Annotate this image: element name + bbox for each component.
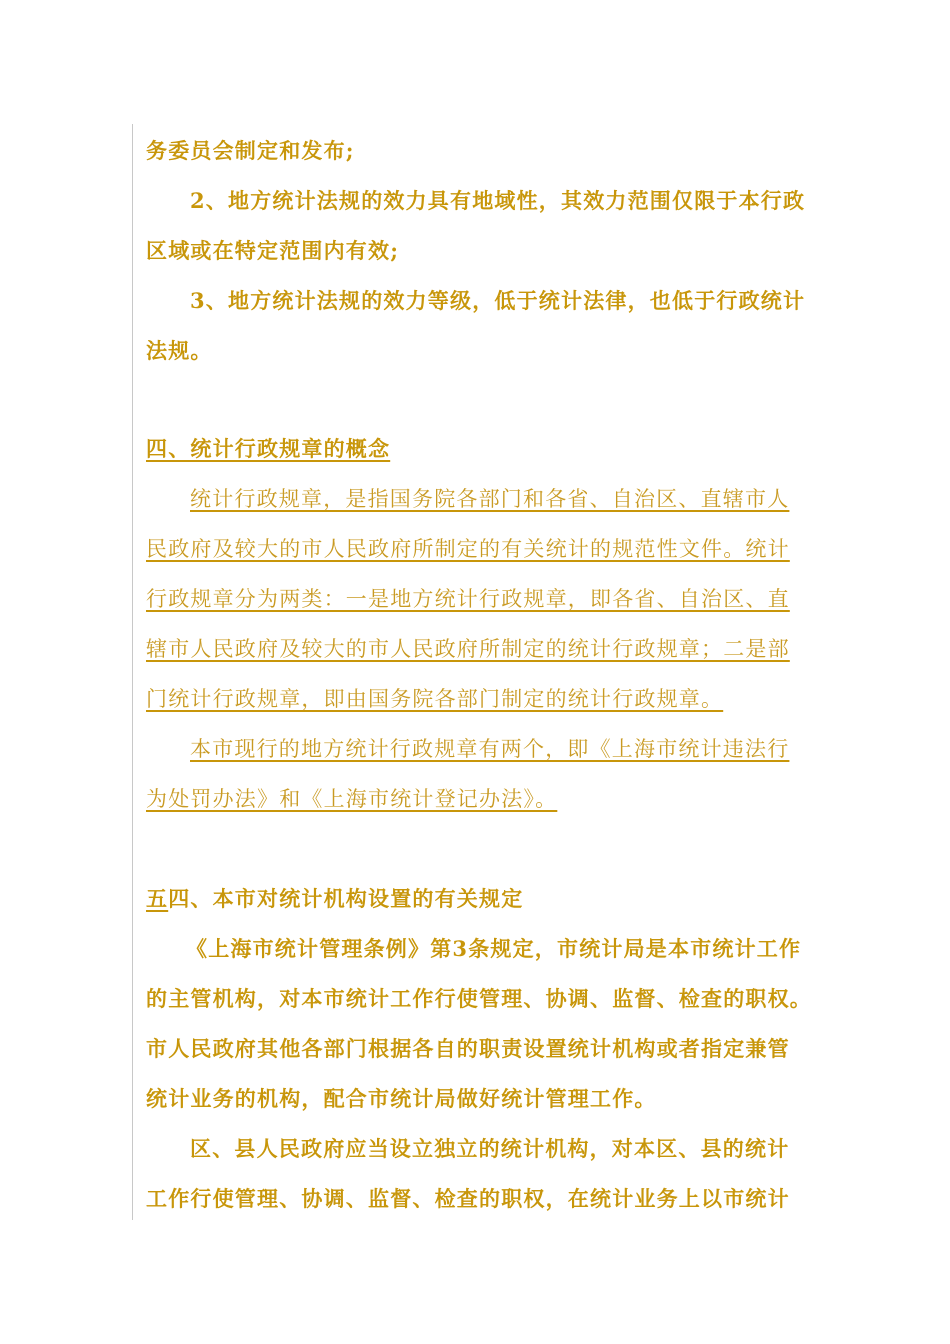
inserted-text-line: 门统计行政规章，即由国务院各部门制定的统计行政规章。 <box>146 687 724 711</box>
text-line: 务委员会制定和发布; <box>146 138 355 163</box>
margin-rule <box>132 124 133 1220</box>
inserted-text-line: 行政规章分为两类：一是地方统计行政规章，即各省、自治区、直 <box>146 587 790 611</box>
text-line: 法规。 <box>146 338 213 363</box>
text-line: 《上海市统计管理条例》第3条规定，市统计局是本市统计工作 <box>186 936 802 961</box>
heading-text: 四、本市对统计机构设置的有关规定 <box>168 886 524 911</box>
inserted-text-line: 本市现行的地方统计行政规章有两个，即《上海市统计违法行 <box>190 737 790 761</box>
text-line: 2、地方统计法规的效力具有地域性，其效力范围仅限于本行政 <box>190 188 806 213</box>
section-heading <box>146 884 523 914</box>
text-line: 市人民政府其他各部门根据各自的职责设置统计机构或者指定兼管 <box>146 1036 790 1061</box>
text-line: 3、地方统计法规的效力等级，低于统计法律，也低于行政统计 <box>190 288 806 313</box>
text-line: 区域或在特定范围内有效; <box>146 238 400 263</box>
inserted-heading-number: 五 <box>146 886 169 911</box>
text-line: 的主管机构，对本市统计工作行使管理、协调、监督、检查的职权。 <box>146 986 812 1011</box>
inserted-text-line: 统计行政规章，是指国务院各部门和各省、自治区、直辖市人 <box>190 487 790 511</box>
section-heading: 四、统计行政规章的概念 <box>146 436 391 461</box>
text-line: 工作行使管理、协调、监督、检查的职权，在统计业务上以市统计 <box>146 1186 790 1211</box>
text-line: 区、县人民政府应当设立独立的统计机构，对本区、县的统计 <box>190 1136 790 1161</box>
inserted-text-line: 民政府及较大的市人民政府所制定的有关统计的规范性文件。统计 <box>146 537 790 561</box>
inserted-text-line: 为处罚办法》和《上海市统计登记办法》。 <box>146 787 558 811</box>
inserted-text-line: 辖市人民政府及较大的市人民政府所制定的统计行政规章；二是部 <box>146 637 790 661</box>
text-line: 统计业务的机构，配合市统计局做好统计管理工作。 <box>146 1086 657 1111</box>
